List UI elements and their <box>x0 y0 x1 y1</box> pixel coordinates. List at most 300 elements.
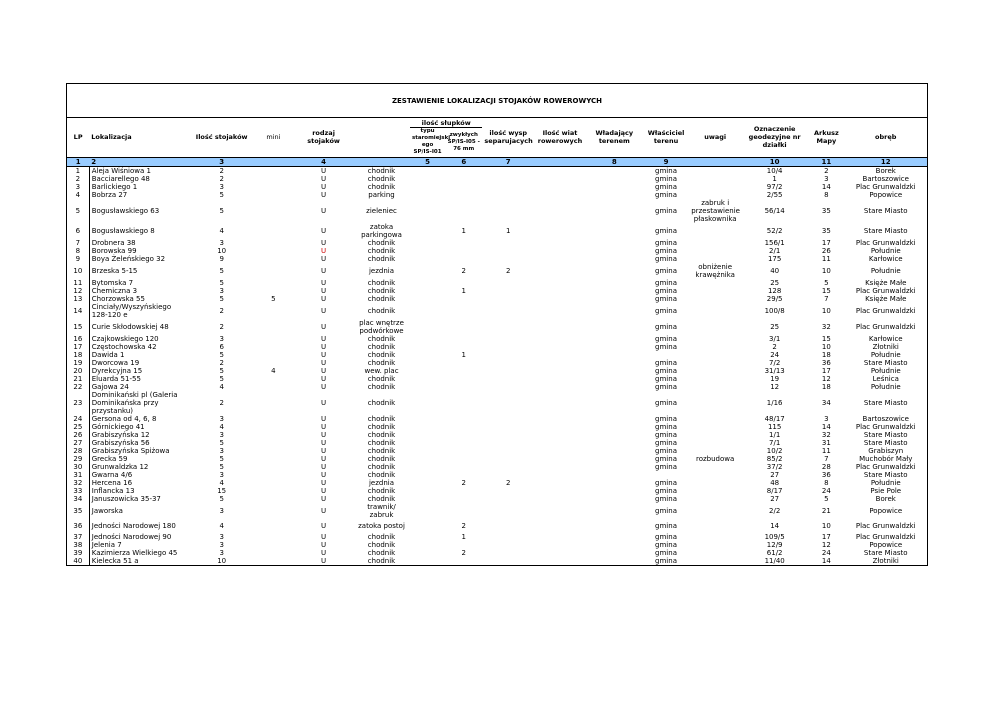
table-row <box>67 335 928 343</box>
row-mini <box>253 463 294 471</box>
row-mini <box>253 533 294 541</box>
table-row <box>67 495 928 503</box>
row-lp: 7 <box>67 239 90 247</box>
row-uwagi <box>689 423 741 431</box>
row-lp: 12 <box>67 287 90 295</box>
row-ilosc: 3 <box>219 532 224 541</box>
row-rodzaj: U <box>321 548 327 557</box>
row-arkusz: 7 <box>824 454 829 463</box>
row-arkusz: 14 <box>821 182 831 191</box>
row-wyspy <box>482 415 534 423</box>
header-zwyklych: zwykłych SP/IS-I05 - 76 mm <box>447 131 480 152</box>
row-arkusz: 5 <box>824 494 829 503</box>
row-lokalizacja: Górnickiego 41 <box>89 423 190 431</box>
row-uwagi <box>689 519 741 533</box>
row-rodzaj: U <box>321 398 327 407</box>
row-staromiejski <box>410 463 445 471</box>
row-wiaty <box>534 495 586 503</box>
row-mini <box>253 495 294 503</box>
row-obreb: Plac Grunwaldzki <box>844 183 927 191</box>
row-miejsce: jezdnia <box>368 266 395 275</box>
row-ilosc: 15 <box>217 486 227 495</box>
row-dzialka: 2/1 <box>769 246 781 255</box>
row-staromiejski <box>410 383 445 391</box>
row-wlasciciel: gmina <box>655 166 677 175</box>
row-miejsce: zatoka parkingowa <box>361 222 402 239</box>
row-rodzaj: U <box>321 454 327 463</box>
row-zwykle <box>445 447 482 455</box>
row-zwykle <box>445 175 482 183</box>
row-ilosc: 2 <box>219 306 224 315</box>
row-miejsce: chodnik <box>367 462 396 471</box>
row-wlasciciel: gmina <box>655 334 677 343</box>
row-ilosc: 2 <box>219 174 224 183</box>
row-rodzaj: U <box>321 350 327 359</box>
header-lokalizacja: Lokalizacja <box>91 133 132 142</box>
row-wladajacy <box>586 263 643 279</box>
row-dzialka: 1/1 <box>769 430 781 439</box>
row-wiaty <box>534 367 586 375</box>
row-arkusz: 26 <box>821 246 831 255</box>
row-rodzaj: U <box>321 174 327 183</box>
row-obreb: Południe <box>844 351 927 359</box>
row-uwagi <box>689 303 741 319</box>
header-mini: mini <box>266 133 281 142</box>
row-wyspy <box>482 279 534 287</box>
row-dzialka: 40 <box>770 266 780 275</box>
row-mini <box>253 199 294 223</box>
column-number: 2 <box>89 157 190 166</box>
row-obreb: Plac Grunwaldzki <box>844 303 927 319</box>
table-row <box>67 263 928 279</box>
row-uwagi <box>689 295 741 303</box>
row-uwagi <box>689 549 741 557</box>
row-obreb: Popowice <box>844 503 927 519</box>
row-staromiejski <box>410 183 445 191</box>
row-zwykle <box>445 183 482 191</box>
table-row <box>67 175 928 183</box>
stands-table <box>66 83 928 566</box>
row-dzialka: 29/5 <box>766 294 783 303</box>
row-wyspy <box>482 391 534 415</box>
row-lp: 16 <box>67 335 90 343</box>
row-wlasciciel <box>643 471 690 479</box>
row-wiaty <box>534 263 586 279</box>
row-zwykle <box>445 335 482 343</box>
row-zwykle <box>445 423 482 431</box>
column-number: 7 <box>482 157 534 166</box>
row-wladajacy <box>586 359 643 367</box>
row-staromiejski <box>410 519 445 533</box>
row-ilosc: 6 <box>219 342 224 351</box>
row-lp: 13 <box>67 295 90 303</box>
row-obreb: Stare Miasto <box>844 391 927 415</box>
row-obreb: Plac Grunwaldzki <box>844 519 927 533</box>
row-rodzaj: U <box>321 266 327 275</box>
row-arkusz: 24 <box>821 486 831 495</box>
row-wlasciciel: gmina <box>655 548 677 557</box>
row-dzialka: 85/2 <box>766 454 783 463</box>
row-ilosc: 3 <box>219 430 224 439</box>
row-staromiejski <box>410 247 445 255</box>
row-wladajacy <box>586 166 643 175</box>
row-wlasciciel: gmina <box>655 422 677 431</box>
row-dzialka: 12 <box>770 382 780 391</box>
row-lp: 27 <box>67 439 90 447</box>
row-ilosc: 3 <box>219 540 224 549</box>
row-miejsce: chodnik <box>367 294 396 303</box>
row-dzialka: 109/5 <box>764 532 785 541</box>
row-mini <box>253 343 294 351</box>
row-wyspy <box>482 447 534 455</box>
row-wiaty <box>534 303 586 319</box>
row-zwykle <box>445 239 482 247</box>
row-uwagi <box>689 319 741 335</box>
row-staromiejski <box>410 557 445 566</box>
row-ilosc: 3 <box>219 470 224 479</box>
row-ilosc: 3 <box>219 506 224 515</box>
table-row <box>67 351 928 359</box>
row-rodzaj: U <box>321 382 327 391</box>
row-arkusz: 36 <box>821 470 831 479</box>
row-wlasciciel: gmina <box>655 306 677 315</box>
row-mini <box>253 335 294 343</box>
row-uwagi <box>689 279 741 287</box>
row-wyspy: 1 <box>506 226 511 235</box>
row-ilosc: 4 <box>219 422 224 431</box>
row-miejsce: chodnik <box>367 342 396 351</box>
row-uwagi <box>689 343 741 351</box>
row-mini <box>253 359 294 367</box>
row-arkusz: 28 <box>821 462 831 471</box>
row-lp: 35 <box>67 503 90 519</box>
row-rodzaj: U <box>321 470 327 479</box>
row-zwykle <box>445 343 482 351</box>
row-mini <box>253 519 294 533</box>
row-wlasciciel: gmina <box>655 521 677 530</box>
row-wyspy <box>482 166 534 175</box>
row-uwagi <box>689 335 741 343</box>
row-staromiejski <box>410 279 445 287</box>
row-ilosc: 3 <box>219 334 224 343</box>
row-zwykle <box>445 495 482 503</box>
table-row <box>67 359 928 367</box>
row-uwagi <box>689 533 741 541</box>
row-wyspy <box>482 303 534 319</box>
row-obreb: Psie Pole <box>844 487 927 495</box>
row-dzialka: 7/2 <box>769 358 781 367</box>
row-miejsce: chodnik <box>367 182 396 191</box>
header-typu-staromiejskiego: typu staromiejski ego SP/IS-I01 <box>411 128 451 155</box>
row-wladajacy <box>586 557 643 566</box>
row-mini <box>253 175 294 183</box>
column-number: 5 <box>410 157 445 166</box>
row-miejsce: jezdnia <box>368 478 395 487</box>
column-number: 4 <box>294 157 353 166</box>
row-mini <box>253 455 294 463</box>
row-staromiejski <box>410 223 445 239</box>
row-rodzaj: U <box>321 414 327 423</box>
row-wladajacy <box>586 383 643 391</box>
row-rodzaj: U <box>321 521 327 530</box>
row-staromiejski <box>410 263 445 279</box>
table-row <box>67 223 928 239</box>
row-staromiejski <box>410 415 445 423</box>
table-row <box>67 519 928 533</box>
row-mini <box>253 255 294 263</box>
row-staromiejski <box>410 533 445 541</box>
row-wiaty <box>534 335 586 343</box>
row-wladajacy <box>586 279 643 287</box>
row-wlasciciel: gmina <box>655 414 677 423</box>
row-wyspy <box>482 455 534 463</box>
row-wiaty <box>534 415 586 423</box>
column-number-row <box>67 157 928 166</box>
row-mini <box>253 279 294 287</box>
row-lp: 34 <box>67 495 90 503</box>
row-mini <box>253 383 294 391</box>
row-wyspy <box>482 191 534 199</box>
header-rodzaj-stojakow: rodzaj stojaków <box>307 129 340 146</box>
row-dzialka: 128 <box>767 286 782 295</box>
row-lokalizacja: Drobnera 38 <box>89 239 190 247</box>
row-wyspy: 2 <box>506 478 511 487</box>
row-staromiejski <box>410 503 445 519</box>
row-wladajacy <box>586 455 643 463</box>
row-lp: 28 <box>67 447 90 455</box>
row-wladajacy <box>586 447 643 455</box>
row-mini <box>253 549 294 557</box>
table-row <box>67 191 928 199</box>
row-dzialka: 31/13 <box>764 366 785 375</box>
row-wladajacy <box>586 415 643 423</box>
row-zwykle <box>445 503 482 519</box>
row-uwagi <box>689 463 741 471</box>
row-uwagi <box>689 495 741 503</box>
row-ilosc: 5 <box>219 206 224 215</box>
row-wlasciciel: gmina <box>655 462 677 471</box>
row-wiaty <box>534 287 586 295</box>
row-miejsce: chodnik <box>367 548 396 557</box>
row-lokalizacja: Gersona od 4, 6, 8 <box>89 415 190 423</box>
row-wyspy <box>482 557 534 566</box>
header-uwagi: uwagi <box>704 133 727 142</box>
row-arkusz: 12 <box>821 540 831 549</box>
row-wlasciciel: gmina <box>655 182 677 191</box>
table-row <box>67 487 928 495</box>
row-wlasciciel: gmina <box>655 358 677 367</box>
row-miejsce: chodnik <box>367 334 396 343</box>
row-wiaty <box>534 431 586 439</box>
row-wyspy <box>482 287 534 295</box>
row-rodzaj: U <box>321 506 327 515</box>
row-arkusz: 31 <box>821 438 831 447</box>
header-wlasciciel: Właściciel terenu <box>647 129 685 146</box>
row-wyspy <box>482 463 534 471</box>
row-rodzaj: U <box>321 366 327 375</box>
table-row <box>67 463 928 471</box>
row-rodzaj: U <box>321 486 327 495</box>
row-staromiejski <box>410 455 445 463</box>
row-wyspy <box>482 431 534 439</box>
header-ilosc-stojakow: Ilość stojaków <box>195 133 248 142</box>
table-row <box>67 391 928 415</box>
row-staromiejski <box>410 343 445 351</box>
row-dzialka: 1/16 <box>766 398 783 407</box>
row-obreb: Stare Miasto <box>844 431 927 439</box>
row-lp: 32 <box>67 479 90 487</box>
column-number: 11 <box>808 157 844 166</box>
row-dzialka: 2/2 <box>769 506 781 515</box>
row-uwagi <box>689 415 741 423</box>
table-row <box>67 471 928 479</box>
row-obreb: Karłowice <box>844 335 927 343</box>
row-dzialka: 37/2 <box>766 462 783 471</box>
row-wyspy <box>482 255 534 263</box>
row-lp: 14 <box>67 303 90 319</box>
row-rodzaj: U <box>321 322 327 331</box>
row-obreb: Stare Miasto <box>844 471 927 479</box>
row-lp: 10 <box>67 263 90 279</box>
row-obreb: Popowice <box>844 541 927 549</box>
row-wiaty <box>534 223 586 239</box>
row-staromiejski <box>410 479 445 487</box>
row-wiaty <box>534 359 586 367</box>
row-uwagi <box>689 487 741 495</box>
row-mini: 4 <box>271 366 276 375</box>
row-wlasciciel: gmina <box>655 494 677 503</box>
row-mini <box>253 415 294 423</box>
row-lp: 31 <box>67 471 90 479</box>
row-lp: 2 <box>67 175 90 183</box>
row-dzialka: 61/2 <box>766 548 783 557</box>
row-wlasciciel: gmina <box>655 206 677 215</box>
row-staromiejski <box>410 423 445 431</box>
row-arkusz: 17 <box>821 366 831 375</box>
row-dzialka: 56/14 <box>764 206 785 215</box>
row-uwagi: obniżenie krawężnika <box>695 262 735 279</box>
row-zwykle <box>445 255 482 263</box>
row-staromiejski <box>410 495 445 503</box>
row-wlasciciel: gmina <box>655 254 677 263</box>
row-wiaty <box>534 557 586 566</box>
row-lp: 6 <box>67 223 90 239</box>
row-ilosc: 10 <box>217 246 227 255</box>
row-lp: 1 <box>67 166 90 175</box>
row-lokalizacja: Cinciały/Wyszyńskiego 128-120 e <box>89 303 190 319</box>
row-lp: 39 <box>67 549 90 557</box>
row-zwykle: 1 <box>461 350 466 359</box>
row-dzialka: 97/2 <box>766 182 783 191</box>
row-obreb: Południe <box>844 367 927 375</box>
row-ilosc: 5 <box>219 294 224 303</box>
column-number: 1 <box>67 157 90 166</box>
row-arkusz: 11 <box>821 446 831 455</box>
row-lp: 33 <box>67 487 90 495</box>
row-wladajacy <box>586 287 643 295</box>
row-obreb: Borek <box>844 166 927 175</box>
row-zwykle: 2 <box>461 521 466 530</box>
row-wiaty <box>534 487 586 495</box>
row-rodzaj: U <box>294 557 353 566</box>
row-wiaty <box>534 375 586 383</box>
row-wladajacy <box>586 319 643 335</box>
row-zwykle <box>445 166 482 175</box>
row-zwykle: 2 <box>461 478 466 487</box>
row-staromiejski <box>410 303 445 319</box>
row-lokalizacja: Dworcowa 19 <box>89 359 190 367</box>
row-dzialka: 115 <box>767 422 782 431</box>
row-obreb: Południe <box>844 383 927 391</box>
row-wiaty <box>534 191 586 199</box>
row-miejsce: chodnik <box>367 540 396 549</box>
row-obreb: Bartoszowice <box>844 415 927 423</box>
row-miejsce: chodnik <box>367 238 396 247</box>
row-obreb: Plac Grunwaldzki <box>844 423 927 431</box>
row-wyspy <box>482 183 534 191</box>
column-number: 9 <box>643 157 690 166</box>
column-number <box>534 157 586 166</box>
row-ilosc: 4 <box>219 521 224 530</box>
row-mini <box>253 247 294 255</box>
row-arkusz: 11 <box>821 254 831 263</box>
row-ilosc: 5 <box>219 438 224 447</box>
row-lp: 9 <box>67 255 90 263</box>
row-wiaty <box>534 503 586 519</box>
row-zwykle <box>445 439 482 447</box>
row-zwykle <box>445 471 482 479</box>
row-wiaty <box>534 239 586 247</box>
row-ilosc: 5 <box>219 494 224 503</box>
row-wlasciciel: gmina <box>655 190 677 199</box>
row-mini <box>253 239 294 247</box>
row-lokalizacja: Gwarna 4/6 <box>89 471 190 479</box>
row-mini <box>253 166 294 175</box>
row-obreb: Plac Grunwaldzki <box>844 239 927 247</box>
row-lp: 25 <box>67 423 90 431</box>
row-staromiejski <box>410 351 445 359</box>
row-rodzaj: U <box>321 190 327 199</box>
row-obreb: Złotniki <box>844 343 927 351</box>
row-lokalizacja: Czajkowskiego 120 <box>89 335 190 343</box>
table-row <box>67 533 928 541</box>
row-miejsce: zatoka postoj <box>358 521 405 530</box>
row-obreb: Stare Miasto <box>844 199 927 223</box>
table-row <box>67 455 928 463</box>
row-dzialka: 14 <box>770 521 780 530</box>
row-wladajacy <box>586 471 643 479</box>
column-number <box>353 157 410 166</box>
row-ilosc: 2 <box>219 398 224 407</box>
row-uwagi <box>689 391 741 415</box>
row-wladajacy <box>586 367 643 375</box>
row-wiaty <box>534 319 586 335</box>
row-wlasciciel: gmina <box>655 398 677 407</box>
row-lokalizacja: Kazimierza Wielkiego 45 <box>89 549 190 557</box>
row-zwykle <box>445 375 482 383</box>
row-wyspy <box>482 375 534 383</box>
row-lokalizacja: Dominikański pl (Galeria Dominikańska przy przystanku) <box>89 391 190 415</box>
row-wlasciciel: gmina <box>655 366 677 375</box>
row-wyspy <box>482 295 534 303</box>
row-lokalizacja: Bogusławskiego 63 <box>89 199 190 223</box>
row-lp: 22 <box>67 383 90 391</box>
row-wyspy <box>482 471 534 479</box>
row-wyspy <box>482 239 534 247</box>
row-lp: 36 <box>67 519 90 533</box>
row-wyspy <box>482 503 534 519</box>
row-wlasciciel: gmina <box>655 374 677 383</box>
